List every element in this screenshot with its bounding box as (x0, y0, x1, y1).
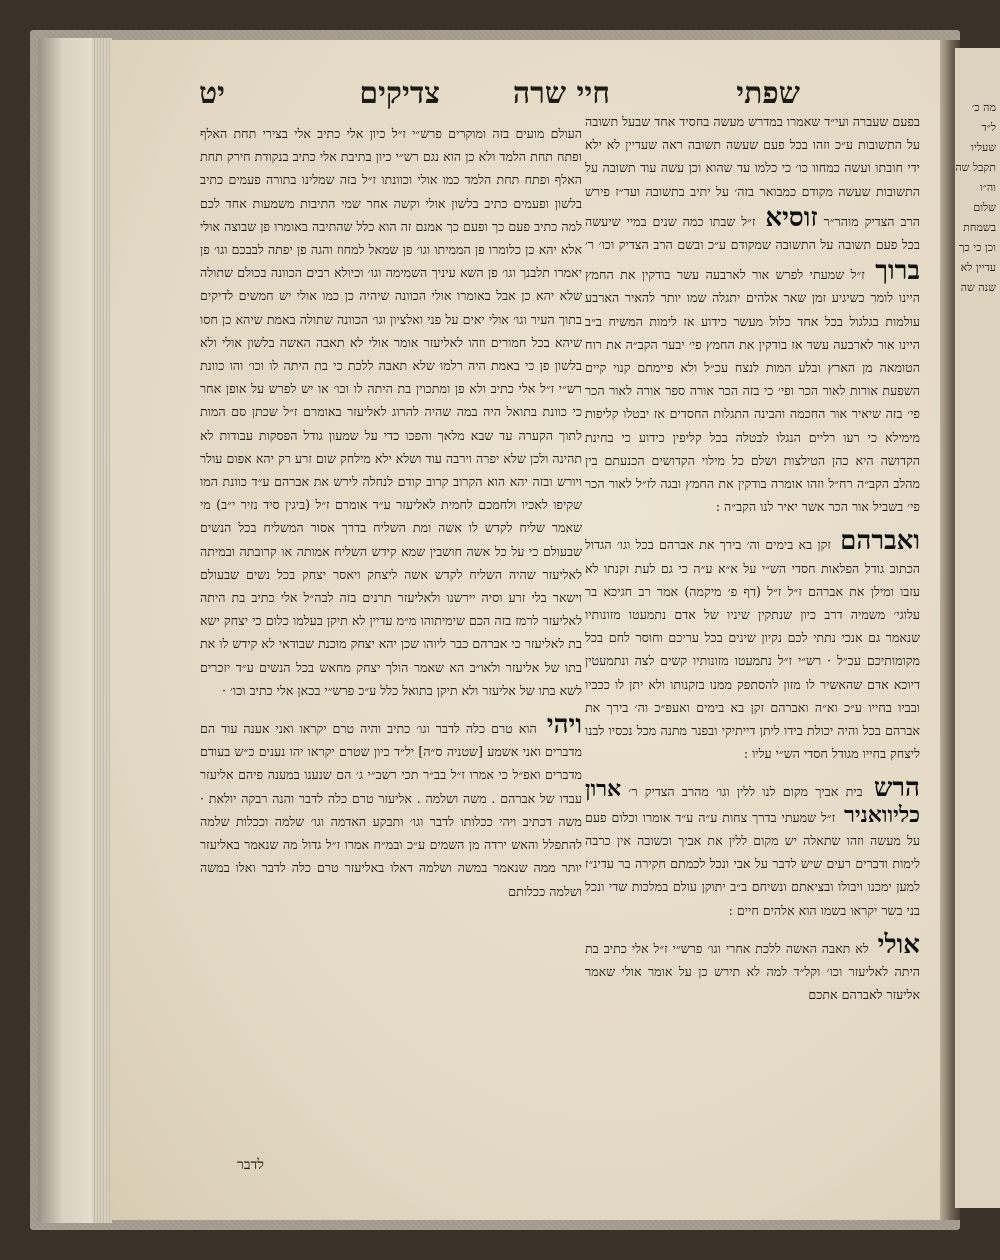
lead-word: ברוך (875, 256, 920, 287)
paragraph (585, 930, 920, 1007)
paragraph-text: ז״ל שמעתי בדרך צחות ע״ה ע״ד אומרו וכלום פעם על מעשה וזהו שתאלה יש מקום ללין את אביך וכשובה אין כרבה לימות ודברים רעים שיש לדבר על אבי ונכל לכמתם חקירה בר עדינ״ז למען ימכנו ויבולו ובציאתם ונשיחם ב״ב יתוקן עולם במלכות שדי ונכל בני בשר יקראו בשמו הוא אלהים חיים : (585, 809, 920, 918)
paragraph-text: ז״ל שמעתי לפרש אור לארבעה עשר בודקין את החמץ היינו לומר כשיגיע זמן שאר אלהים יתגלה שמו יותר להאיר הארבע עולמות בגלגול בכל אחד כלול מעשר כידוע אז לימות המשיח ב״ב היינו אור לארבעה עשר אז בודקין את החמץ פי׳ יבער הקב״ה את רוח הטומאה מן הארץ ובלע המות לנצח עכ״ל ולא פיימתם קנוי קיים השפעת אורות לאור הכר ופי׳ כי בזה הכר אורה ספר אורה לאור הכר פי׳ בזה שיאיר אור החכמה והבינה התגלות החסדים אז יבטלו קליפות מימילא כי רעו רליים הנגלו לבטלה בכל קליפין כידוע כי בחינת הקדושה היא כהן הטילצות ושלם כל מילוי הקדושים הכנעתם בין מהלב הקב״ה רח״ל וזהו אומרה בודקין את החמץ ובגה לז״ל לאור הכר פי׳ בשביל אור הכר אשר יאיר לנו הקב״ה : (585, 267, 920, 515)
paragraph-text: ז״ל שבתו כמה שנים במיי שיעשה בכל פעם תשובה על התשובה שמקודם ע״כ ובשם הרב הצדיק וכו׳ ר׳ (585, 213, 920, 253)
book-spine (38, 38, 100, 1223)
lead-word: אולי (877, 929, 920, 960)
leaf-number: יט (199, 76, 225, 111)
facing-page-fragment (955, 48, 1000, 1208)
paragraph (585, 110, 920, 518)
paragraph-text: הוא טרם כלה לדבר וגו׳ כתיב והיה טרם יקראו ואני אענה עוד הם מדברים ואני אשמע [שטניה ס״ה] יל״ד כיון שטרם יקראו יהו נענים כ״ש בעודם מדברים ואפ״ל כי אמרו ז״ל בב״ר תכי רשב״י ג׳ הם שנענו במענה פיהם אליעזר עבדו של אברהם . משה ושלמה . אליעזר טרם כלה לדבר והנה רבקה יולאת · משה דכתיב ויהי ככלותו לדבר וגו׳ ותבקע האדמה וגו׳ שלמה וככלות שלמה להתפלל והאש ירדה מן השמים ע״כ ובמ״ח אמרו ז״ל גדול מה שנאמר באליעזר יותר ממה שנאמר במשה ושלמה דאלו באליעזר טרם כלה לדבר ואלו במשה ושלמה ככלותם (200, 721, 582, 899)
paragraph (585, 526, 920, 765)
paragraph-text: בפעם שעברה ועי״ד שאמרו במדרש מעשה בחסיד אחד שבעל תשובה על התשובות ע״כ וזהו בכל פעם שעשה תשובה ראה שעדיין לא ילא ידי חובתו ועשה כמחוו כו׳ כי כלמו עד שהוא וכן עשה עוד תשובה על התשובות שעשה מקודם כמבואר בזה׳ על יתיב בתשובה ועד״ז פירש הרב הצדיק מוהר״ר (585, 114, 920, 229)
lead-word: הרש (873, 773, 920, 804)
paragraph (200, 122, 582, 702)
lead-word: ארון כליוואניר (585, 776, 920, 828)
left-column (200, 122, 582, 1162)
lead-word: ויהי (546, 710, 582, 741)
paragraph (585, 773, 920, 921)
paragraph-text: לא תאבה האשה ללכת אחרי וגו׳ פרש״י ז״ל אלי כתיב בת היתה לאליעזר וכו׳ וקל״ד למה לא תירש כן על אומר אולי שאמר אליעזר לאברהם אתכם (585, 940, 920, 1003)
lead-word: זוסיא (765, 202, 818, 233)
running-head-part1: שפתי (736, 76, 800, 111)
running-head-part3: צדיקים (359, 76, 440, 111)
page-edges (92, 38, 112, 1223)
facing-page-text: מה כ׳ ל״ד שעליו תקבל שה וה״ו שלום בשמחת וכן כי כך עדיין לא שנה שה (955, 101, 996, 294)
paragraph-text: בית אביך מקום לנו ללין וגו׳ מהרב הצדיק ר׳ (628, 784, 863, 800)
paragraph (200, 710, 582, 903)
paragraph-text: זקן בא בימים וה׳ בירך את אברהם בכל וגו׳ הגדול הכתוב גודל הפלאות חסדי הש״י על א״א ע״ה כי גם לעת זקנתו לא עזבו ומילן את אברהם ז״ל ז״ל (דף פ׳ מיקמה) אמר רב חגיכא בר עלוגי׳ משמיה דרב כיון שנתקין שיניו של אדם נתמעטו מזונותיו שנאמר גם אנכי נתתי לכם נקיון שינים בכל עריכם וחוסר לחם בכל מקומותיכם עכ״ל · רש״י ז״ל נתמעטו מזונותיו קשים לצה ונתמעטין דיוכא אדם שהאשיר לו מזון להסתפק ממנו בזקנותו ולא יתן לו ככביו ובביו בחייו ע״כ וא״ה ואברהם זקן בא בימים ואעפ״כ וה׳ בירך את אברהם בכל והיה יכולת בידו ליתן דייתיקי ובפנר מתנה מכל נכסיו לבנו ליצחק בחייו מגודל חסדי הש״י עליו : (585, 537, 920, 762)
right-column (585, 110, 920, 1180)
paragraph-text: העולם מועים בזה ומוקרים פרש״י ז״ל כיון אלי כתיב אלי בצירי תחת האלף ופתח תחת הלמד ולא כן הוא נגם רש״י כיון בתיבת אלי כתיב בנקודת חירק תחת האלף ופתח תחת הלמד כמו אולי וכוונתו ז״ל בזה שמלינו בתורה פעמים כתיב בלשון ופעמים כתיב בלשון אולי וקשה אחר שמי התיבות משמעות אחד לכם למה כתיב פעם כך ופעם כך אמנם זה הוא כלל שהתיבה באומרו פן שבוצה אולי אלא יהא כן כלומרו פן הממיתו וגו׳ פן שמאל למחוז והגה פן יפתה לבבכם וגו׳ פן יאמרו תלבנך וגו׳ פן השא עיניך השמימה וגו׳ וכיולא רבים הכוונה בכולם שתולה שלא יהא כן אבל באומרו אולי הכוונה שיהיה כן כמו אולי יש חמשים לדיקים בתוך העיר וגו׳ אולי יאים על פני ואלציון וגו׳ הכוונה שתולה באמת שיהא כן חסו שיהא בכל חמורים וזהו לאליעזר אומר אולי לא תאבה האשה בלשון אולי ולא בלשון פן כי באמת היה רלמו שלא תאבה ללכת כי בת היתה לו וכו׳ והו כוונת רש״י ז״ל אלי כתיב ולא פן ומתכוין בת היתה לו וכו׳ או יש לפרש על אופן אחר כי כוונת בתואל היה במה שהיה להרוג לאליעזר באומרם ז״ל שכתן סם המות לתוך הקערה עד שבא מלאך והפכו כדי על שמעון גודל הפסקות עבודות לא תהינה ולכן שלא יפרה וירבה עוד ושלא ילא מילחק שום זרע רק יהא אפום עולר ויורש ובזה יהא הוא הקרוב קרוב קודם לנחלה לירש את אברהם ע״ד כוונת המו שקיפו לאכיו ולחמכם לחמית לאליעזר ע״ד אומרם ז״ל (ביגין סיד נזיר י״ב) מי שאמר שליח לקדש לו אשה ומת השליח בדרך אסור המשליח בכל הנשים שבעולם כי על כל אשה חושבין שמא קידש השליח אמותה או קרובתה ובמיתה לאליעזר שהיה השליח לקדש אשה ליצחק ויאסר יצחק בכל נשים שבעולם וישאר בלי זרע וסיה יירשנו ולאליעזר תרנים בזה לבה״ל אלי כתיב בת היתה לאליעזר לרמז בזה הכם שימיתוהו מ״מ עדיין לא תיקן בעלמו כלום כי יצחק ישא בת לאליעזר כי אברהם כבר ליוהו שכן יהא יצחק מוכנת שבודאי לא קידש לו את בתו של אליעזר ולאו״ב הא שאמר הולך יצחק מחאש בכל הנשים ע״ד יזכרים לשא בתו של אליעזר ולא תיקן בתואל כלל ע״כ פרש״י בכאן אלי כתיב וכו׳ · (200, 126, 582, 698)
lead-word: ואברהם (840, 526, 920, 557)
catchword: לדבר (237, 1157, 264, 1173)
running-head-part2: חיי שרה (512, 76, 610, 111)
